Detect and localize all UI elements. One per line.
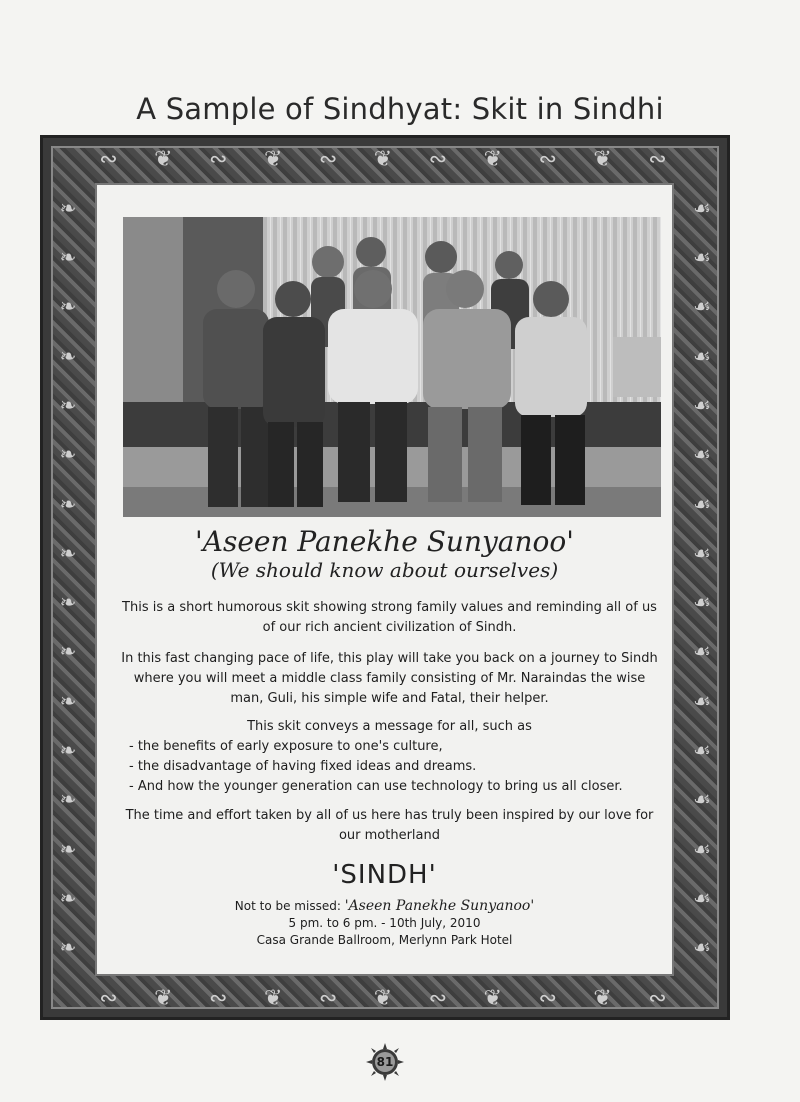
notice-lead: Not to be missed: — [234, 899, 341, 913]
flyer-panel — [95, 183, 674, 976]
group-photo-illustration — [123, 217, 661, 517]
page-number: 81 — [376, 1055, 394, 1069]
closing-paragraph: The time and effort taken by all of us here has truly been inspired by our love for our motherland — [125, 808, 654, 843]
frame-scroll-ornament-top: ∾ ❦ ∾ ❦ ∾ ❦ ∾ ❦ ∾ ❦ ∾ — [99, 146, 671, 172]
page-number-badge — [366, 1043, 404, 1081]
event-notice — [97, 898, 672, 949]
frame-scroll-ornament-bottom: ∾ ❦ ∾ ❦ ∾ ❦ ∾ ❦ ∾ ❦ ∾ — [99, 985, 671, 1011]
list-item: - the disadvantage of having fixed ideas and dreams. — [129, 759, 477, 774]
skit-title: 'Aseen Panekhe Sunyanoo' — [195, 525, 574, 558]
message-list — [129, 737, 669, 797]
story-paragraph: In this fast changing pace of life, this play will take you back on a journey to Sindh where you will meet a middle class family consisting of Mr. Naraindas the wise man, Guli, his simple wife and Fatal, their helper. — [121, 651, 658, 706]
frame-scroll-ornament-right: ☙ ☙ ☙ ☙ ☙ ☙ ☙ ☙ ☙ ☙ ☙ ☙ ☙ ☙ ☙ ☙ — [693, 195, 711, 960]
message-intro: This skit conveys a message for all, such as — [247, 719, 532, 734]
event-time: 5 pm. to 6 pm. - 10th July, 2010 — [288, 916, 481, 930]
list-item: - the benefits of early exposure to one's culture, — [129, 739, 443, 754]
notice-skit-title: 'Aseen Panekhe Sunyanoo' — [344, 898, 535, 914]
page-title: A Sample of Sindhyat: Skit in Sindhi — [136, 92, 664, 126]
motherland-heading: 'SINDH' — [332, 860, 437, 890]
group-photo — [123, 217, 661, 517]
event-venue: Casa Grande Ballroom, Merlynn Park Hotel — [256, 933, 513, 947]
skit-subtitle: (We should know about ourselves) — [210, 558, 559, 582]
ornate-picture-frame — [40, 135, 730, 1020]
notice-headline — [97, 898, 672, 915]
intro-paragraph: This is a short humorous skit showing strong family values and reminding all of us of our rich ancient civilization of Sindh. — [122, 600, 657, 635]
list-item: - And how the younger generation can use technology to bring us all closer. — [129, 779, 623, 794]
frame-scroll-ornament-left: ❧ ❧ ❧ ❧ ❧ ❧ ❧ ❧ ❧ ❧ ❧ ❧ ❧ ❧ ❧ ❧ — [59, 195, 77, 960]
